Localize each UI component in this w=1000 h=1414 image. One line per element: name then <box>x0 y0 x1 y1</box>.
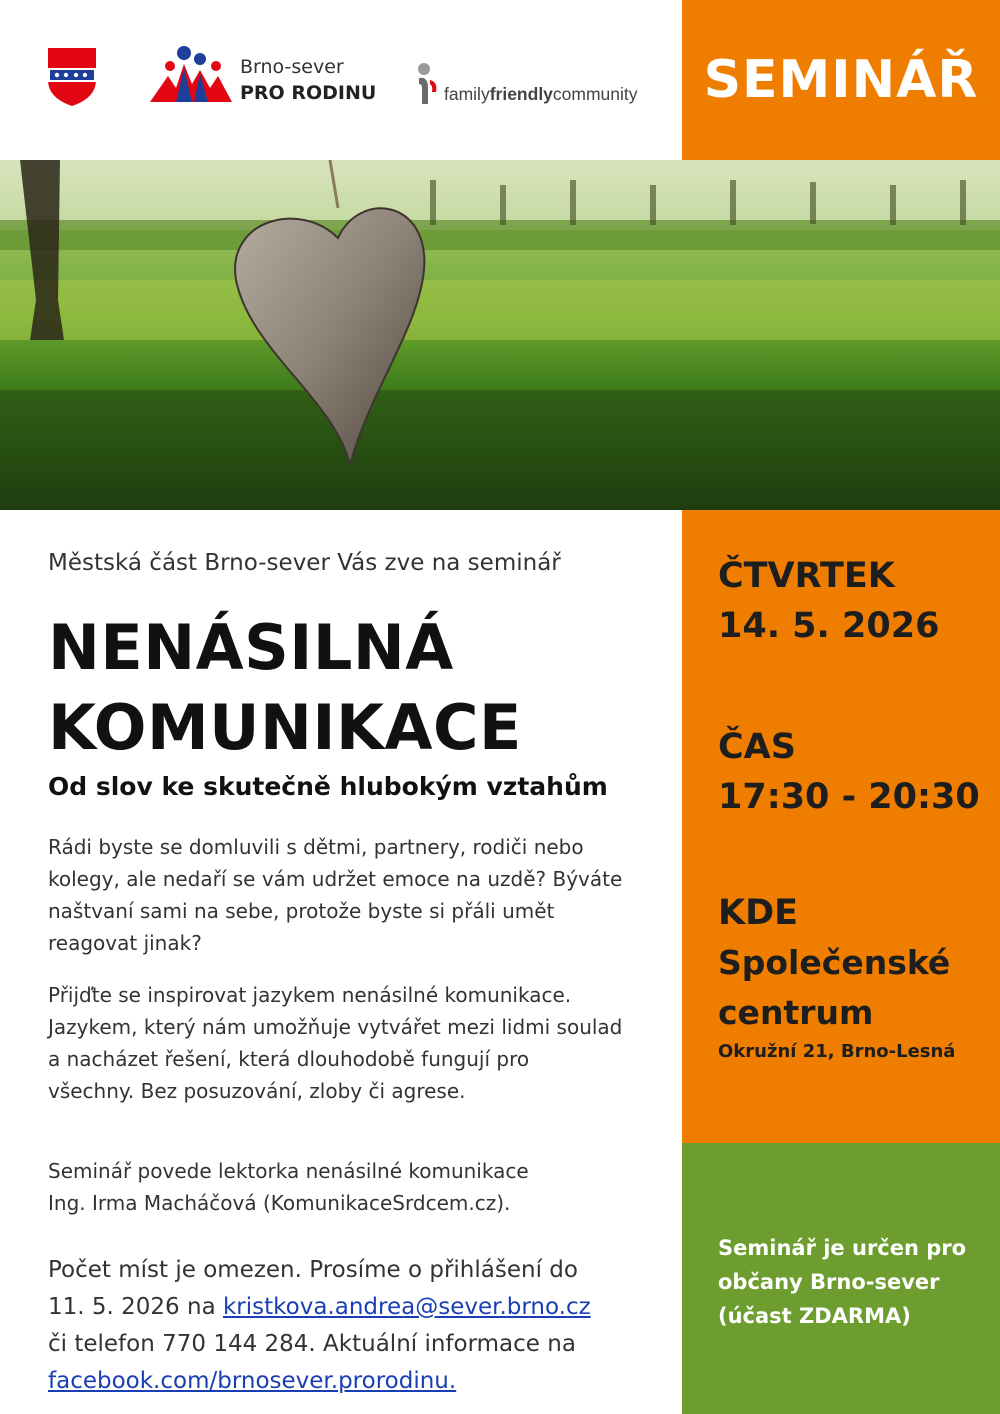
email-link[interactable]: kristkova.andrea@sever.brno.cz <box>222 1294 591 1320</box>
seminar-subtitle: Od slov ke skutečně hlubokým vztahům <box>48 772 608 801</box>
paragraph-line <box>48 1363 658 1400</box>
event-time: 17:30 - 20:30 <box>718 777 980 817</box>
family-figures-icon <box>148 44 234 106</box>
paragraph-line: Přijďte se inspirovat jazykem nenásilné komunikace. <box>48 983 572 1007</box>
hero-photo-svg <box>0 160 1000 510</box>
paragraph-line: a nacházet řešení, která dlouhodobě fungují pro <box>48 1047 530 1071</box>
paragraph-line: všechny. Bez posuzování, zloby či agrese. <box>48 1079 466 1103</box>
seminar-title <box>48 608 658 768</box>
paragraph-line <box>48 1289 658 1326</box>
city-crest-icon <box>46 46 98 108</box>
paragraph-description <box>48 979 658 1107</box>
facebook-link[interactable]: facebook.com/brnosever.prorodinu. <box>48 1368 457 1394</box>
family-friendly-community-logo <box>414 62 674 108</box>
place-label: KDE <box>718 893 799 933</box>
paragraph-line: Počet míst je omezen. Prosíme o přihlášení do <box>48 1257 578 1283</box>
audience-note <box>718 1231 988 1333</box>
logo-line-1: Brno-sever <box>240 56 344 78</box>
paragraph-line: Seminář povede lektorka nenásilné komunikace <box>48 1159 529 1183</box>
invitation-line: Městská část Brno-sever Vás zve na seminář <box>48 550 561 576</box>
place-name-line-2: centrum <box>718 993 874 1032</box>
note-line: (účast ZDARMA) <box>718 1304 911 1328</box>
paragraph-line: reagovat jinak? <box>48 931 202 955</box>
paragraph-lecturer <box>48 1155 658 1219</box>
paragraph-line: kolegy, ale nedaří se vám udržet emoce na uzdě? Býváte <box>48 867 623 891</box>
note-line: Seminář je určen pro <box>718 1236 967 1260</box>
paragraph-intro <box>48 831 658 959</box>
header <box>0 0 682 160</box>
note-line: občany Brno-sever <box>718 1270 940 1294</box>
paragraph-line: naštvaní sami na sebe, protože byste si přáli umět <box>48 899 555 923</box>
paragraph-line: či telefon 770 144 284. Aktuální informace na <box>48 1331 576 1357</box>
paragraph-registration <box>48 1252 658 1400</box>
hero-photo-heart <box>0 160 1000 510</box>
event-day: ČTVRTEK <box>718 556 895 596</box>
seminar-badge-text: SEMINÁŘ <box>703 50 979 110</box>
paragraph-line: Ing. Irma Macháčová (KomunikaceSrdcem.cz). <box>48 1191 511 1215</box>
event-date: 14. 5. 2026 <box>718 606 940 646</box>
title-line-1: NENÁSILNÁ <box>48 611 454 684</box>
time-label: ČAS <box>718 727 796 767</box>
place-name-line-1: Společenské <box>718 943 951 982</box>
paragraph-line: Rádi byste se domluvili s dětmi, partnery, rodiči nebo <box>48 835 584 859</box>
paragraph-line: Jazykem, který nám umožňuje vytvářet mezi lidmi soulad <box>48 1015 623 1039</box>
ffc-logo-text: familyfriendlycommunity <box>444 84 638 104</box>
registration-deadline: 11. 5. 2026 na <box>48 1294 223 1320</box>
logo-line-2: PRO RODINU <box>240 82 377 104</box>
ffc-mark-icon <box>414 62 442 106</box>
brno-sever-pro-rodinu-logo <box>148 44 388 114</box>
place-address: Okružní 21, Brno-Lesná <box>718 1041 956 1062</box>
seminar-badge <box>682 0 1000 160</box>
title-line-2: KOMUNIKACE <box>48 691 522 764</box>
